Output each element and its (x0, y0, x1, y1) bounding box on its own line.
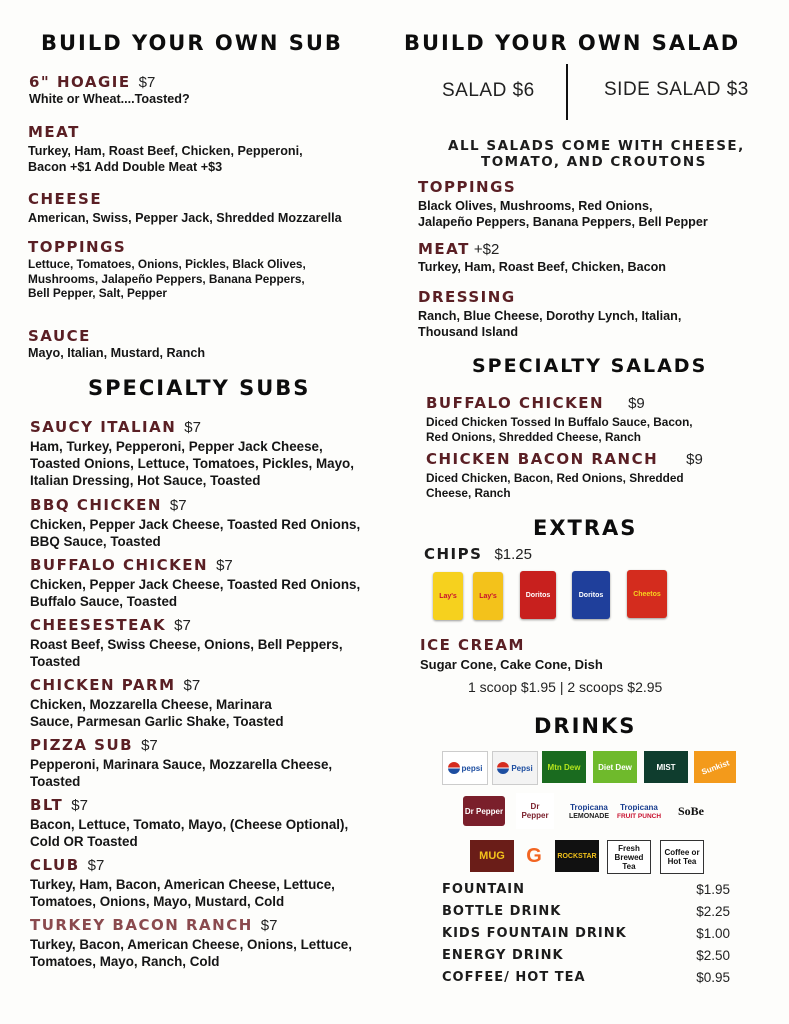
chips-label: CHIPS (424, 545, 483, 563)
dressing-label: DRESSING (418, 288, 516, 306)
specialty-sub-price: $7 (184, 419, 201, 436)
gatorade-logo: G (526, 844, 542, 867)
specialty-sub-name: BBQ CHICKEN (30, 496, 162, 514)
coffee-hot-tea-logo: Coffee or Hot Tea (660, 840, 704, 874)
ice-cream-pricing: 1 scoop $1.95 | 2 scoops $2.95 (468, 679, 663, 695)
specialty-sub-desc-line: Buffalo Sauce, Toasted (30, 594, 178, 609)
doritos-nacho-chip-bag: Doritos (520, 571, 556, 619)
rockstar-logo: ROCKSTAR (555, 840, 599, 872)
specialty-sub-price: $7 (169, 497, 187, 514)
build-sub-heading: BUILD YOUR OWN SUB (41, 31, 343, 55)
meat-section (28, 123, 303, 175)
drink-price: $1.95 (696, 882, 730, 897)
specialty-sub-price: $7 (183, 677, 201, 694)
specialty-sub-desc-line: Turkey, Bacon, American Cheese, Onions, Lettuce, (30, 937, 352, 952)
hoagie-section (29, 72, 190, 108)
cheetos-chip-bag: Cheetos (627, 570, 667, 618)
salad-toppings-section (418, 178, 708, 230)
specialty-sub-name: CLUB (30, 856, 80, 874)
diet-dr-pepper-logo: Dr Pepper (516, 793, 554, 829)
specialty-sub-item (30, 915, 400, 970)
price-divider (566, 64, 568, 120)
drink-name: COFFEE/ HOT TEA (442, 970, 586, 985)
drink-price-row (442, 904, 730, 919)
fresh-brewed-tea-logo: Fresh Brewed Tea (607, 840, 651, 874)
tropicana-fruit-punch-logo: Tropicana FRUIT PUNCH (616, 803, 662, 820)
specialty-sub-item (30, 555, 400, 610)
salad-toppings-label: TOPPINGS (418, 178, 517, 196)
drink-price: $2.50 (696, 948, 730, 963)
specialty-sub-desc-line: Roast Beef, Swiss Cheese, Onions, Bell Peppers, (30, 637, 343, 652)
specialty-sub-desc-line: BBQ Sauce, Toasted (30, 534, 161, 549)
lays-bbq-chip-bag: Lay's (473, 572, 503, 620)
specialty-salad-desc-line: Diced Chicken Tossed In Buffalo Sauce, Bacon, (426, 415, 693, 429)
specialty-sub-price: $7 (71, 797, 88, 814)
drink-name: FOUNTAIN (442, 882, 526, 897)
specialty-sub-desc-line: Cold OR Toasted (30, 834, 138, 849)
salad-meat-section (418, 239, 666, 276)
sobe-logo: SoBe (677, 803, 704, 818)
sub-toppings-line: Lettuce, Tomatoes, Onions, Pickles, Black Olives, (28, 257, 306, 271)
salad-meat-label: MEAT (418, 240, 470, 258)
specialty-sub-desc-line: Toasted Onions, Lettuce, Tomatoes, Pickles, Mayo, (30, 456, 354, 471)
specialty-sub-desc-line: Tomatoes, Onions, Mayo, Mustard, Cold (30, 894, 285, 909)
specialty-sub-item (30, 495, 400, 550)
dressing-section (418, 288, 681, 340)
drink-price: $1.00 (696, 926, 730, 941)
drink-price-row (442, 970, 730, 985)
sauce-label: SAUCE (28, 327, 91, 345)
specialty-salad-desc-line: Cheese, Ranch (426, 485, 511, 500)
meat-desc-line: Bacon +$1 Add Double Meat +$3 (28, 159, 223, 174)
extras-heading: EXTRAS (533, 516, 638, 540)
chips-row (424, 544, 532, 563)
specialty-sub-price: $7 (87, 857, 105, 874)
meat-label: MEAT (28, 123, 80, 141)
cheese-label: CHEESE (28, 190, 103, 208)
drinks-heading: DRINKS (534, 714, 637, 738)
cheese-desc: American, Swiss, Pepper Jack, Shredded Mozzarella (28, 211, 342, 225)
specialty-sub-price: $7 (260, 917, 278, 934)
specialty-salads-list (426, 393, 766, 505)
specialty-sub-desc-line: Bacon, Lettuce, Tomato, Mayo, (Cheese Optional), (30, 817, 349, 832)
sunkist-logo: Sunkist (694, 751, 736, 783)
salad-meat-price: +$2 (473, 241, 500, 258)
sauce-section (28, 327, 205, 362)
side-salad-price: SIDE SALAD $3 (604, 79, 749, 100)
specialty-sub-name: TURKEY BACON RANCH (30, 916, 253, 934)
salad-toppings-line: Black Olives, Mushrooms, Red Onions, (418, 199, 653, 213)
specialty-subs-heading: SPECIALTY SUBS (88, 376, 311, 400)
specialty-sub-name: BUFFALO CHICKEN (30, 556, 209, 574)
ice-cream-label: ICE CREAM (420, 636, 525, 654)
sub-toppings-section (28, 238, 306, 301)
ice-cream-section (420, 636, 603, 673)
specialty-salad-item (426, 393, 766, 444)
specialty-sub-desc-line: Sauce, Parmesan Garlic Shake, Toasted (30, 714, 284, 729)
specialty-salad-price: $9 (686, 451, 703, 468)
drink-name: KIDS FOUNTAIN DRINK (442, 926, 627, 941)
drink-name: BOTTLE DRINK (442, 904, 562, 919)
diet-pepsi-logo: Pepsi (492, 751, 538, 785)
drink-price-row (442, 882, 730, 897)
specialty-sub-name: CHICKEN PARM (30, 676, 176, 694)
mist-logo: MIST (644, 751, 688, 783)
drink-price: $0.95 (696, 970, 730, 985)
specialty-sub-desc-line: Italian Dressing, Hot Sauce, Toasted (30, 473, 261, 488)
specialty-sub-desc-line: Chicken, Pepper Jack Cheese, Toasted Red Onions, (30, 577, 361, 592)
specialty-sub-item (30, 615, 400, 670)
specialty-sub-desc-line: Toasted (30, 654, 81, 669)
drink-price-row (442, 926, 730, 941)
specialty-sub-price: $7 (216, 557, 233, 574)
mountain-dew-logo: Mtn Dew (542, 751, 586, 783)
dr-pepper-logo: Dr Pepper (463, 796, 505, 826)
specialty-sub-desc-line: Turkey, Ham, Bacon, American Cheese, Lettuce, (30, 877, 335, 892)
meat-desc-line: Turkey, Ham, Roast Beef, Chicken, Pepperoni, (28, 144, 303, 158)
specialty-sub-desc-line: Chicken, Mozzarella Cheese, Marinara (30, 697, 272, 712)
salad-price: SALAD $6 (442, 80, 535, 101)
specialty-sub-price: $7 (174, 617, 191, 634)
specialty-sub-desc-line: Toasted (30, 774, 81, 789)
hoagie-label: 6" HOAGIE (29, 73, 131, 91)
doritos-ranch-chip-bag: Doritos (572, 571, 610, 619)
drink-name: ENERGY DRINK (442, 948, 564, 963)
specialty-sub-item (30, 735, 400, 790)
specialty-sub-item (30, 795, 400, 850)
sauce-desc: Mayo, Italian, Mustard, Ranch (28, 346, 206, 360)
dressing-line: Ranch, Blue Cheese, Dorothy Lynch, Italian, (418, 309, 682, 323)
salad-note-line: TOMATO, AND CROUTONS (481, 154, 707, 170)
hoagie-desc: White or Wheat....Toasted? (29, 92, 190, 106)
specialty-sub-name: PIZZA SUB (30, 736, 134, 754)
pepsi-logo: pepsi (442, 751, 488, 785)
specialty-sub-name: SAUCY ITALIAN (30, 418, 177, 436)
specialty-sub-item (30, 675, 400, 730)
hoagie-price: $7 (138, 74, 156, 91)
specialty-sub-item (30, 855, 400, 910)
dressing-line: Thousand Island (418, 324, 519, 339)
specialty-sub-desc-line: Chicken, Pepper Jack Cheese, Toasted Red Onions, (30, 517, 361, 532)
ice-cream-desc: Sugar Cone, Cake Cone, Dish (420, 657, 603, 672)
specialty-sub-desc-line: Pepperoni, Marinara Sauce, Mozzarella Cheese, (30, 757, 333, 772)
cheese-section (28, 190, 342, 227)
specialty-sub-desc-line: Ham, Turkey, Pepperoni, Pepper Jack Cheese, (30, 439, 323, 454)
salad-note-line: ALL SALADS COME WITH CHEESE, (448, 138, 745, 154)
specialty-salad-desc-line: Diced Chicken, Bacon, Red Onions, Shredded (426, 471, 684, 485)
specialty-sub-name: BLT (30, 796, 64, 814)
specialty-sub-item (30, 417, 400, 489)
sub-toppings-line: Bell Pepper, Salt, Pepper (28, 286, 167, 300)
specialty-salad-price: $9 (628, 395, 645, 412)
specialty-salad-name: BUFFALO CHICKEN (426, 394, 605, 412)
tropicana-lemonade-logo: Tropicana LEMONADE (568, 803, 610, 820)
specialty-sub-desc-line: Tomatoes, Mayo, Ranch, Cold (30, 954, 220, 969)
drink-price: $2.25 (696, 904, 730, 919)
chips-price: $1.25 (494, 546, 532, 563)
specialty-salad-desc-line: Red Onions, Shredded Cheese, Ranch (426, 429, 642, 444)
diet-mountain-dew-logo: Diet Dew (593, 751, 637, 783)
lays-classic-chip-bag: Lay's (433, 572, 463, 620)
specialty-salad-name: CHICKEN BACON RANCH (426, 450, 659, 468)
mug-root-beer-logo: MUG (470, 840, 514, 872)
sub-toppings-label: TOPPINGS (28, 238, 127, 256)
drink-price-row (442, 948, 730, 963)
specialty-subs-list (30, 417, 400, 975)
salad-meat-desc: Turkey, Ham, Roast Beef, Chicken, Bacon (418, 260, 666, 274)
specialty-sub-price: $7 (141, 737, 158, 754)
build-salad-heading: BUILD YOUR OWN SALAD (404, 31, 741, 55)
specialty-salads-heading: SPECIALTY SALADS (472, 355, 708, 377)
specialty-salad-item (426, 449, 766, 500)
salad-toppings-line: Jalapeño Peppers, Banana Peppers, Bell Pepper (418, 214, 708, 229)
specialty-sub-name: CHEESESTEAK (30, 616, 167, 634)
sub-toppings-line: Mushrooms, Jalapeño Peppers, Banana Peppers, (28, 271, 305, 286)
